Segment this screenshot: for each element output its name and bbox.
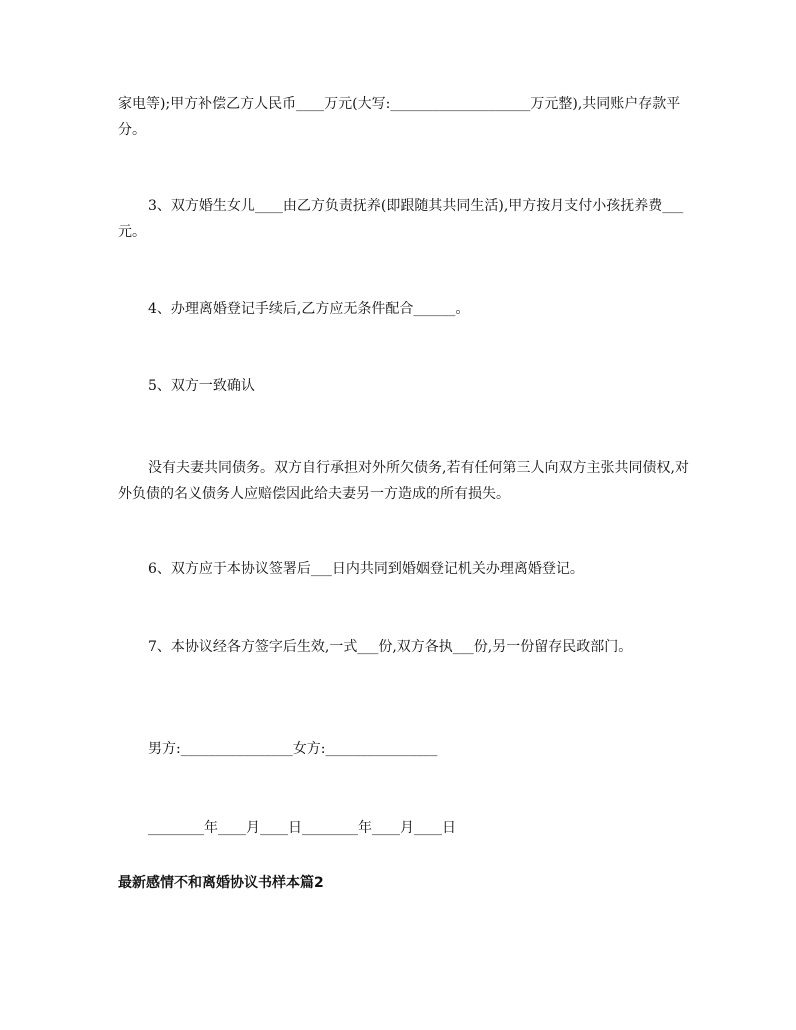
paragraph-debts: 没有夫妻共同债务。双方自行承担对外所欠债务,若有任何第三人向双方主张共同债权,对外负债的名义债务人应赔偿因此给夫妻另一方造成的所有损失。 xyxy=(118,460,689,502)
paragraph-divorce-formalities: 4、办理离婚登记手续后,乙方应无条件配合______。 xyxy=(148,301,470,317)
next-section-heading: 最新感情不和离婚协议书样本篇2 xyxy=(118,875,324,891)
paragraph-effectiveness: 7、本协议经各方签字后生效,一式___份,双方各执___份,另一份留存民政部门。 xyxy=(148,639,633,655)
paragraph-property-settlement: 家电等);甲方补偿乙方人民币____万元(大写:____________________万元整),共同账户存款平分。 xyxy=(118,96,681,138)
signature-line: 男方:________________女方:________________ xyxy=(148,741,438,757)
paragraph-mutual-confirmation: 5、双方一致确认 xyxy=(148,378,255,394)
date-line: ________年____月____日________年____月____日 xyxy=(148,820,456,836)
paragraph-child-custody: 3、双方婚生女儿____由乙方负责抚养(即跟随其共同生活),甲方按月支付小孩抚养费___元。 xyxy=(118,198,684,240)
paragraph-registration: 6、双方应于本协议签署后___日内共同到婚姻登记机关办理离婚登记。 xyxy=(148,561,584,577)
